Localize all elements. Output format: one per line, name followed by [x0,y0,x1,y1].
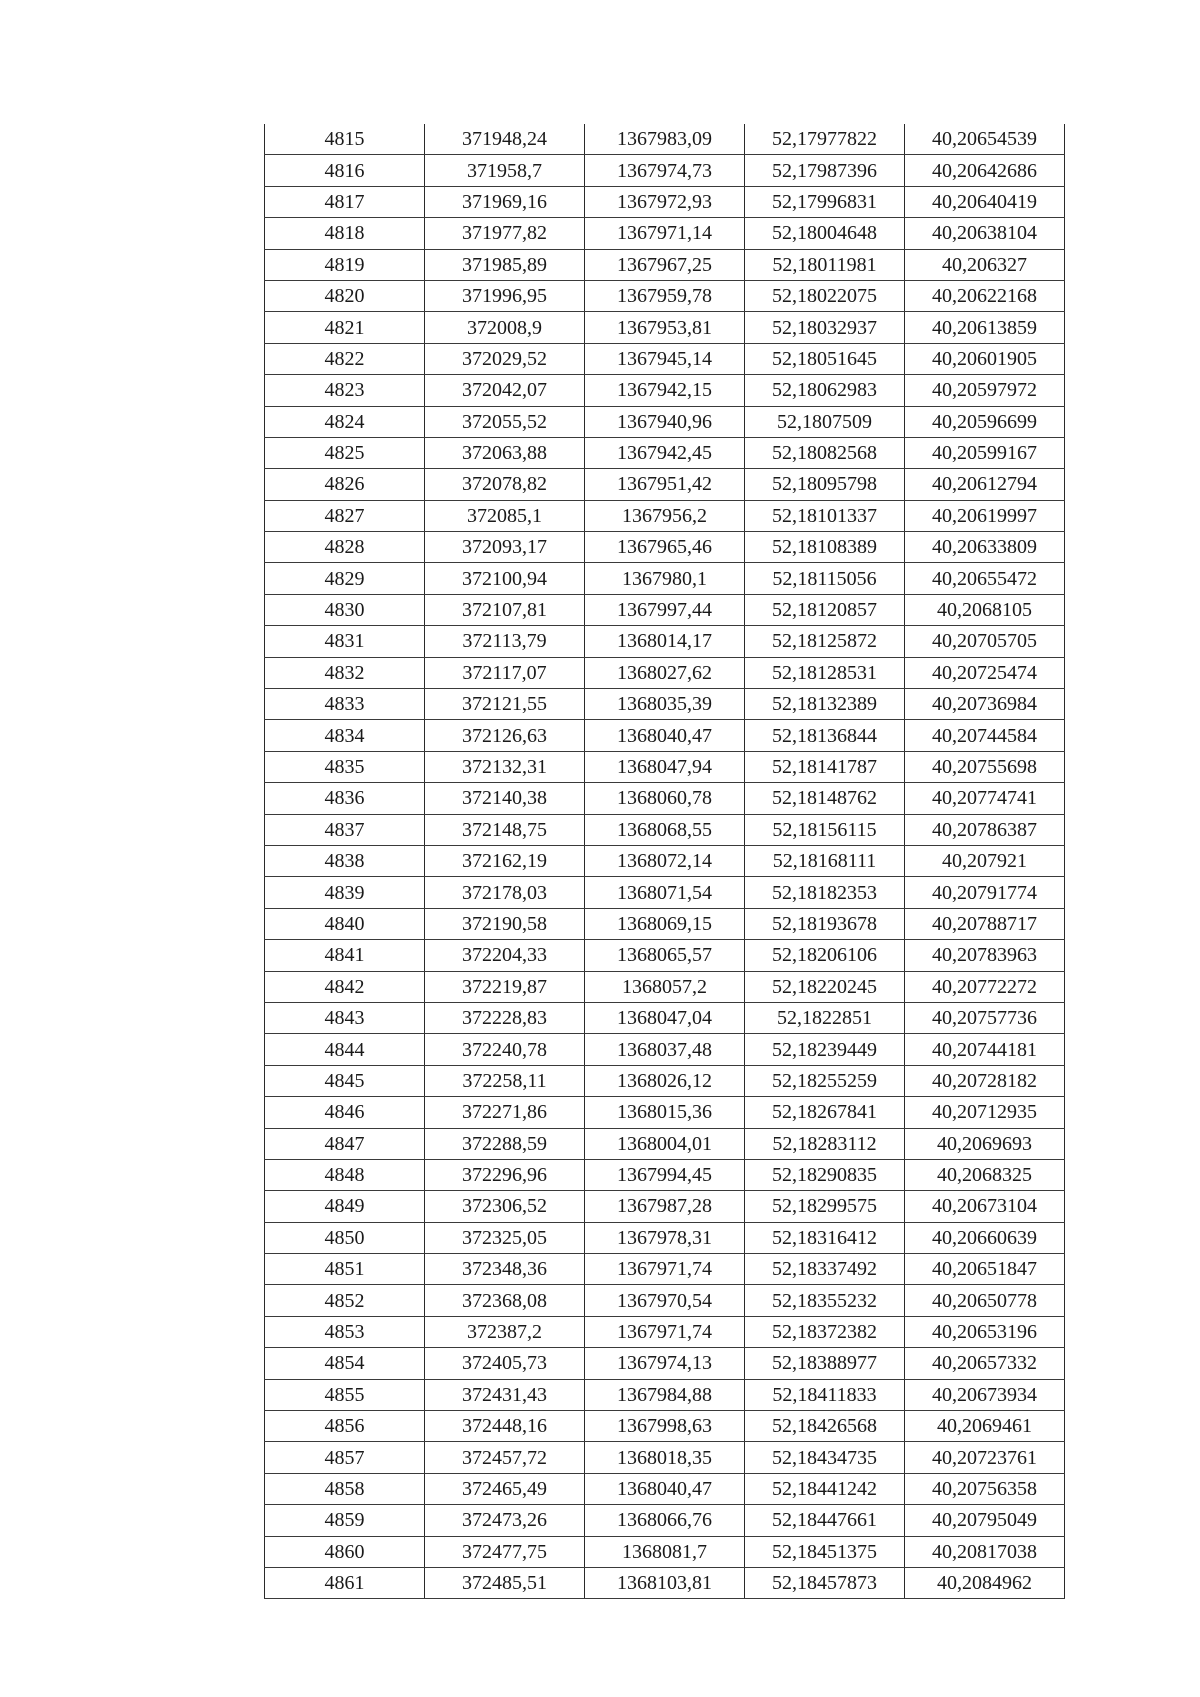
point-number-cell: 4861 [265,1567,425,1598]
latitude-cell: 52,18011981 [745,249,905,280]
point-number-cell: 4849 [265,1191,425,1222]
x-coordinate-cell: 372240,78 [425,1034,585,1065]
y-coordinate-cell: 1367971,74 [585,1316,745,1347]
y-coordinate-cell: 1367987,28 [585,1191,745,1222]
y-coordinate-cell: 1368040,47 [585,1473,745,1504]
table-row [265,1254,1065,1285]
latitude-cell: 52,18388977 [745,1348,905,1379]
latitude-cell: 52,18316412 [745,1222,905,1253]
table-row [265,437,1065,468]
y-coordinate-cell: 1367971,14 [585,218,745,249]
table-row [265,1473,1065,1504]
y-coordinate-cell: 1368057,2 [585,971,745,1002]
x-coordinate-cell: 372387,2 [425,1316,585,1347]
latitude-cell: 52,18426568 [745,1411,905,1442]
y-coordinate-cell: 1367978,31 [585,1222,745,1253]
longitude-cell: 40,20755698 [905,751,1065,782]
x-coordinate-cell: 372448,16 [425,1411,585,1442]
latitude-cell: 52,18115056 [745,563,905,594]
table-row [265,406,1065,437]
table-row [265,532,1065,563]
y-coordinate-cell: 1367965,46 [585,532,745,563]
table-row [265,1567,1065,1598]
y-coordinate-cell: 1368103,81 [585,1567,745,1598]
point-number-cell: 4817 [265,186,425,217]
longitude-cell: 40,20673934 [905,1379,1065,1410]
latitude-cell: 52,18032937 [745,312,905,343]
x-coordinate-cell: 372190,58 [425,908,585,939]
table-row [265,343,1065,374]
point-number-cell: 4848 [265,1159,425,1190]
latitude-cell: 52,18148762 [745,783,905,814]
longitude-cell: 40,20599167 [905,437,1065,468]
x-coordinate-cell: 372042,07 [425,375,585,406]
longitude-cell: 40,20728182 [905,1065,1065,1096]
point-number-cell: 4845 [265,1065,425,1096]
longitude-cell: 40,20613859 [905,312,1065,343]
y-coordinate-cell: 1367983,09 [585,124,745,155]
longitude-cell: 40,207921 [905,845,1065,876]
point-number-cell: 4844 [265,1034,425,1065]
latitude-cell: 52,18411833 [745,1379,905,1410]
point-number-cell: 4855 [265,1379,425,1410]
latitude-cell: 52,17987396 [745,155,905,186]
x-coordinate-cell: 372117,07 [425,657,585,688]
longitude-cell: 40,2069693 [905,1128,1065,1159]
x-coordinate-cell: 372465,49 [425,1473,585,1504]
x-coordinate-cell: 372055,52 [425,406,585,437]
y-coordinate-cell: 1367970,54 [585,1285,745,1316]
x-coordinate-cell: 372296,96 [425,1159,585,1190]
table-row [265,1097,1065,1128]
table-row [265,1065,1065,1096]
y-coordinate-cell: 1367980,1 [585,563,745,594]
point-number-cell: 4831 [265,626,425,657]
y-coordinate-cell: 1367940,96 [585,406,745,437]
point-number-cell: 4822 [265,343,425,374]
y-coordinate-cell: 1368035,39 [585,689,745,720]
point-number-cell: 4828 [265,532,425,563]
point-number-cell: 4839 [265,877,425,908]
table-row [265,1159,1065,1190]
x-coordinate-cell: 372204,33 [425,940,585,971]
y-coordinate-cell: 1368066,76 [585,1505,745,1536]
table-row [265,249,1065,280]
point-number-cell: 4843 [265,1002,425,1033]
latitude-cell: 52,18125872 [745,626,905,657]
coordinates-table [264,124,1065,1599]
latitude-cell: 52,18283112 [745,1128,905,1159]
x-coordinate-cell: 372008,9 [425,312,585,343]
table-row [265,1379,1065,1410]
y-coordinate-cell: 1368004,01 [585,1128,745,1159]
latitude-cell: 52,18434735 [745,1442,905,1473]
x-coordinate-cell: 372063,88 [425,437,585,468]
latitude-cell: 52,18206106 [745,940,905,971]
y-coordinate-cell: 1367953,81 [585,312,745,343]
table-row [265,720,1065,751]
table-row [265,186,1065,217]
table-row [265,1505,1065,1536]
table-row [265,280,1065,311]
point-number-cell: 4832 [265,657,425,688]
table-row [265,563,1065,594]
x-coordinate-cell: 372228,83 [425,1002,585,1033]
point-number-cell: 4824 [265,406,425,437]
table-row [265,657,1065,688]
x-coordinate-cell: 372140,38 [425,783,585,814]
latitude-cell: 52,18182353 [745,877,905,908]
y-coordinate-cell: 1368068,55 [585,814,745,845]
x-coordinate-cell: 372078,82 [425,469,585,500]
latitude-cell: 52,18168111 [745,845,905,876]
latitude-cell: 52,18255259 [745,1065,905,1096]
y-coordinate-cell: 1367956,2 [585,500,745,531]
latitude-cell: 52,18004648 [745,218,905,249]
latitude-cell: 52,18441242 [745,1473,905,1504]
longitude-cell: 40,20650778 [905,1285,1065,1316]
latitude-cell: 52,18355232 [745,1285,905,1316]
longitude-cell: 40,2084962 [905,1567,1065,1598]
latitude-cell: 52,18457873 [745,1567,905,1598]
y-coordinate-cell: 1367974,73 [585,155,745,186]
table-row [265,1034,1065,1065]
y-coordinate-cell: 1368071,54 [585,877,745,908]
latitude-cell: 52,18136844 [745,720,905,751]
longitude-cell: 40,20619997 [905,500,1065,531]
longitude-cell: 40,20660639 [905,1222,1065,1253]
point-number-cell: 4853 [265,1316,425,1347]
longitude-cell: 40,2068325 [905,1159,1065,1190]
latitude-cell: 52,18267841 [745,1097,905,1128]
x-coordinate-cell: 372085,1 [425,500,585,531]
y-coordinate-cell: 1367945,14 [585,343,745,374]
point-number-cell: 4852 [265,1285,425,1316]
x-coordinate-cell: 372477,75 [425,1536,585,1567]
x-coordinate-cell: 371977,82 [425,218,585,249]
longitude-cell: 40,20723761 [905,1442,1065,1473]
x-coordinate-cell: 372431,43 [425,1379,585,1410]
point-number-cell: 4847 [265,1128,425,1159]
point-number-cell: 4835 [265,751,425,782]
latitude-cell: 52,18220245 [745,971,905,1002]
longitude-cell: 40,20712935 [905,1097,1065,1128]
longitude-cell: 40,20744181 [905,1034,1065,1065]
point-number-cell: 4834 [265,720,425,751]
y-coordinate-cell: 1368069,15 [585,908,745,939]
x-coordinate-cell: 372348,36 [425,1254,585,1285]
point-number-cell: 4819 [265,249,425,280]
x-coordinate-cell: 372306,52 [425,1191,585,1222]
latitude-cell: 52,18372382 [745,1316,905,1347]
latitude-cell: 52,18299575 [745,1191,905,1222]
table-row [265,1191,1065,1222]
longitude-cell: 40,20597972 [905,375,1065,406]
x-coordinate-cell: 371969,16 [425,186,585,217]
longitude-cell: 40,20774741 [905,783,1065,814]
longitude-cell: 40,20673104 [905,1191,1065,1222]
table-row [265,375,1065,406]
x-coordinate-cell: 372325,05 [425,1222,585,1253]
point-number-cell: 4820 [265,280,425,311]
table-row [265,500,1065,531]
table-row [265,155,1065,186]
y-coordinate-cell: 1367942,15 [585,375,745,406]
x-coordinate-cell: 372148,75 [425,814,585,845]
longitude-cell: 40,20612794 [905,469,1065,500]
x-coordinate-cell: 372126,63 [425,720,585,751]
x-coordinate-cell: 372162,19 [425,845,585,876]
longitude-cell: 40,20791774 [905,877,1065,908]
latitude-cell: 52,18095798 [745,469,905,500]
x-coordinate-cell: 372178,03 [425,877,585,908]
latitude-cell: 52,18290835 [745,1159,905,1190]
point-number-cell: 4840 [265,908,425,939]
point-number-cell: 4829 [265,563,425,594]
point-number-cell: 4825 [265,437,425,468]
latitude-cell: 52,18101337 [745,500,905,531]
table-row [265,1222,1065,1253]
latitude-cell: 52,18108389 [745,532,905,563]
longitude-cell: 40,20744584 [905,720,1065,751]
table-row [265,1442,1065,1473]
longitude-cell: 40,20772272 [905,971,1065,1002]
point-number-cell: 4841 [265,940,425,971]
latitude-cell: 52,18447661 [745,1505,905,1536]
x-coordinate-cell: 371996,95 [425,280,585,311]
table-row [265,783,1065,814]
x-coordinate-cell: 372093,17 [425,532,585,563]
table-row [265,594,1065,625]
point-number-cell: 4850 [265,1222,425,1253]
y-coordinate-cell: 1368026,12 [585,1065,745,1096]
table-row [265,469,1065,500]
table-row [265,940,1065,971]
longitude-cell: 40,20622168 [905,280,1065,311]
x-coordinate-cell: 372288,59 [425,1128,585,1159]
longitude-cell: 40,20736984 [905,689,1065,720]
x-coordinate-cell: 372113,79 [425,626,585,657]
point-number-cell: 4846 [265,1097,425,1128]
point-number-cell: 4857 [265,1442,425,1473]
point-number-cell: 4836 [265,783,425,814]
y-coordinate-cell: 1367971,74 [585,1254,745,1285]
table-row [265,1128,1065,1159]
latitude-cell: 52,18451375 [745,1536,905,1567]
x-coordinate-cell: 372271,86 [425,1097,585,1128]
y-coordinate-cell: 1367994,45 [585,1159,745,1190]
y-coordinate-cell: 1368060,78 [585,783,745,814]
longitude-cell: 40,20756358 [905,1473,1065,1504]
point-number-cell: 4838 [265,845,425,876]
longitude-cell: 40,20642686 [905,155,1065,186]
longitude-cell: 40,20757736 [905,1002,1065,1033]
longitude-cell: 40,20654539 [905,124,1065,155]
table-row [265,626,1065,657]
y-coordinate-cell: 1367997,44 [585,594,745,625]
table-row [265,312,1065,343]
y-coordinate-cell: 1367974,13 [585,1348,745,1379]
table-row [265,689,1065,720]
latitude-cell: 52,18239449 [745,1034,905,1065]
point-number-cell: 4821 [265,312,425,343]
y-coordinate-cell: 1368014,17 [585,626,745,657]
x-coordinate-cell: 372473,26 [425,1505,585,1536]
longitude-cell: 40,20655472 [905,563,1065,594]
point-number-cell: 4860 [265,1536,425,1567]
point-number-cell: 4818 [265,218,425,249]
table-row [265,124,1065,155]
y-coordinate-cell: 1367998,63 [585,1411,745,1442]
longitude-cell: 40,20783963 [905,940,1065,971]
latitude-cell: 52,18337492 [745,1254,905,1285]
point-number-cell: 4830 [265,594,425,625]
point-number-cell: 4833 [265,689,425,720]
y-coordinate-cell: 1367959,78 [585,280,745,311]
y-coordinate-cell: 1367951,42 [585,469,745,500]
x-coordinate-cell: 371985,89 [425,249,585,280]
point-number-cell: 4854 [265,1348,425,1379]
longitude-cell: 40,20786387 [905,814,1065,845]
longitude-cell: 40,20633809 [905,532,1065,563]
longitude-cell: 40,20705705 [905,626,1065,657]
table-row [265,814,1065,845]
y-coordinate-cell: 1367972,93 [585,186,745,217]
longitude-cell: 40,20596699 [905,406,1065,437]
coordinates-table-body [265,124,1065,1599]
latitude-cell: 52,18156115 [745,814,905,845]
latitude-cell: 52,18062983 [745,375,905,406]
latitude-cell: 52,1822851 [745,1002,905,1033]
y-coordinate-cell: 1368047,04 [585,1002,745,1033]
x-coordinate-cell: 372368,08 [425,1285,585,1316]
longitude-cell: 40,20817038 [905,1536,1065,1567]
y-coordinate-cell: 1368081,7 [585,1536,745,1567]
latitude-cell: 52,18051645 [745,343,905,374]
table-row [265,751,1065,782]
point-number-cell: 4858 [265,1473,425,1504]
y-coordinate-cell: 1368040,47 [585,720,745,751]
x-coordinate-cell: 372405,73 [425,1348,585,1379]
table-row [265,1348,1065,1379]
y-coordinate-cell: 1368027,62 [585,657,745,688]
y-coordinate-cell: 1368047,94 [585,751,745,782]
longitude-cell: 40,20725474 [905,657,1065,688]
y-coordinate-cell: 1368065,57 [585,940,745,971]
point-number-cell: 4851 [265,1254,425,1285]
point-number-cell: 4815 [265,124,425,155]
point-number-cell: 4816 [265,155,425,186]
longitude-cell: 40,20653196 [905,1316,1065,1347]
table-row [265,1285,1065,1316]
table-row [265,1411,1065,1442]
y-coordinate-cell: 1368072,14 [585,845,745,876]
latitude-cell: 52,17977822 [745,124,905,155]
x-coordinate-cell: 372100,94 [425,563,585,594]
x-coordinate-cell: 372457,72 [425,1442,585,1473]
latitude-cell: 52,18128531 [745,657,905,688]
point-number-cell: 4837 [265,814,425,845]
point-number-cell: 4859 [265,1505,425,1536]
y-coordinate-cell: 1367942,45 [585,437,745,468]
table-row [265,1316,1065,1347]
table-row [265,908,1065,939]
table-row [265,1536,1065,1567]
y-coordinate-cell: 1368015,36 [585,1097,745,1128]
x-coordinate-cell: 372107,81 [425,594,585,625]
table-row [265,971,1065,1002]
point-number-cell: 4856 [265,1411,425,1442]
y-coordinate-cell: 1368037,48 [585,1034,745,1065]
table-row [265,877,1065,908]
longitude-cell: 40,2068105 [905,594,1065,625]
x-coordinate-cell: 371948,24 [425,124,585,155]
latitude-cell: 52,18132389 [745,689,905,720]
longitude-cell: 40,20640419 [905,186,1065,217]
x-coordinate-cell: 371958,7 [425,155,585,186]
latitude-cell: 52,1807509 [745,406,905,437]
longitude-cell: 40,20638104 [905,218,1065,249]
longitude-cell: 40,206327 [905,249,1065,280]
table-row [265,845,1065,876]
longitude-cell: 40,20788717 [905,908,1065,939]
x-coordinate-cell: 372258,11 [425,1065,585,1096]
y-coordinate-cell: 1367967,25 [585,249,745,280]
latitude-cell: 52,18193678 [745,908,905,939]
longitude-cell: 40,20601905 [905,343,1065,374]
latitude-cell: 52,18120857 [745,594,905,625]
table-row [265,218,1065,249]
x-coordinate-cell: 372132,31 [425,751,585,782]
x-coordinate-cell: 372485,51 [425,1567,585,1598]
point-number-cell: 4827 [265,500,425,531]
point-number-cell: 4823 [265,375,425,406]
longitude-cell: 40,20657332 [905,1348,1065,1379]
y-coordinate-cell: 1367984,88 [585,1379,745,1410]
x-coordinate-cell: 372121,55 [425,689,585,720]
x-coordinate-cell: 372219,87 [425,971,585,1002]
point-number-cell: 4826 [265,469,425,500]
table-row [265,1002,1065,1033]
y-coordinate-cell: 1368018,35 [585,1442,745,1473]
longitude-cell: 40,2069461 [905,1411,1065,1442]
latitude-cell: 52,18022075 [745,280,905,311]
latitude-cell: 52,17996831 [745,186,905,217]
latitude-cell: 52,18082568 [745,437,905,468]
longitude-cell: 40,20651847 [905,1254,1065,1285]
x-coordinate-cell: 372029,52 [425,343,585,374]
longitude-cell: 40,20795049 [905,1505,1065,1536]
latitude-cell: 52,18141787 [745,751,905,782]
point-number-cell: 4842 [265,971,425,1002]
